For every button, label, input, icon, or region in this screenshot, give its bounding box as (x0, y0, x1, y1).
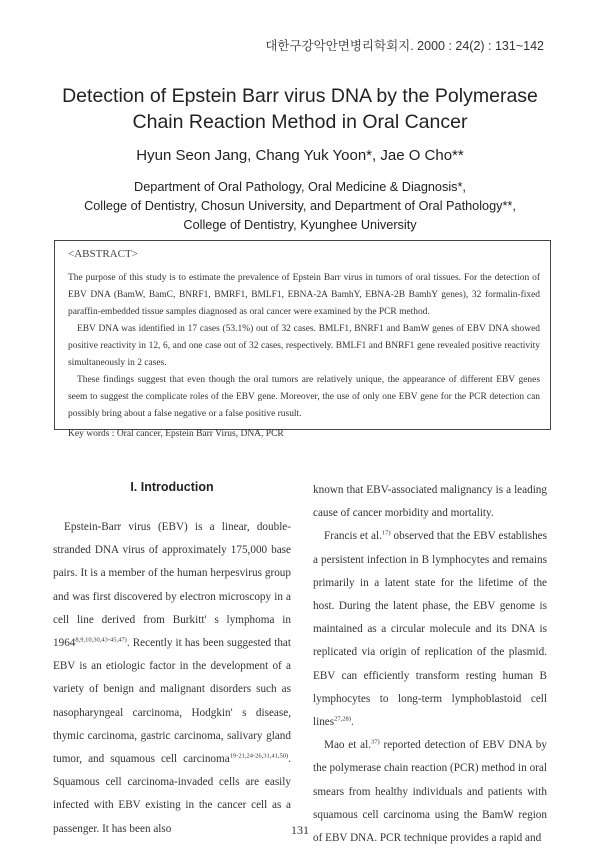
citation: 17) (381, 529, 391, 537)
body-paragraph (313, 525, 547, 734)
abstract-paragraph: EBV DNA was identified in 17 cases (53.1%) out of 32 cases. BMLF1, BNRF1 and BamW genes of EBV DNA showed positive reactivity in 12, 6, and one case out of 32 cases, respectively. BMLF1 and BNRF1 gene revealed positive reactivity simultaneously in 2 cases. (68, 324, 540, 368)
body-text: observed that the EBV establishes a persistent infection in B lymphocytes and remains primarily in a latent state for the lifetime of the host. During the latent phase, the EBV genome is maintained as a circular molecule and its DNA is replicated via origin of replication of the plasmid. EBV can efficiently transform resting human B lymphocytes to long-term lymphoblastoid cell lines (313, 530, 547, 729)
body-text: . Recently it has been suggested that EBV is an etiologic factor in the development of a variety of benign and malignant disorders such as nasopharyngeal carcinoma, Hodgkin' s disease, thymic carcinoma, gastric carcinoma, salivary gland tumor, and squamous cell carcinoma (53, 637, 291, 766)
body-text: Francis et al. (324, 530, 382, 543)
affiliation-line: College of Dentistry, Chosun University, and Department of Oral Pathology**, (84, 199, 516, 213)
body-column-left (53, 516, 291, 841)
citation: 27,28) (334, 715, 351, 723)
body-paragraph (53, 516, 291, 841)
keywords: Key words : Oral cancer, Epstein Barr Virus, DNA, PCR (68, 429, 284, 439)
body-text: . Squamous cell carcinoma-invaded cells are easily infected with EBV existing in the cancer cell as a passenger. It has been also (53, 753, 291, 835)
body-paragraph: known that EBV-associated malignancy is a leading cause of cancer morbidity and mortality. (313, 484, 547, 520)
body-text: . (350, 716, 354, 729)
affiliation-line: College of Dentistry, Kyunghee University (183, 218, 417, 232)
paper-title (40, 83, 560, 135)
abstract-paragraph: The purpose of this study is to estimate the prevalence of Epstein Barr virus in tumors of oral tissues. For the detection of EBV DNA (BamW, BamC, BNRF1, BMRF1, BMLF1, EBNA-2A BamhY, EBNA-2B BamhY genes), 32 formalin-fixed paraffin-embedded tissue samples diagnosed as oral cancer were examined by the PCR method. (68, 273, 540, 317)
title-line-2: Chain Reaction Method in Oral Cancer (132, 111, 468, 133)
title-line-1: Detection of Epstein Barr virus DNA by the Polymerase (62, 85, 538, 107)
page-number: 131 (291, 823, 309, 837)
journal-header: 대한구강악안면병리학회지. 2000 : 24(2) : 131~142 (265, 39, 544, 53)
citation: 8,9,10,30,43-45,47) (75, 636, 127, 644)
citation: 19-21,24-26,31,41,50) (229, 752, 289, 760)
abstract-paragraph: These findings suggest that even though the oral tumors are relatively unique, the appearance of different EBV genes seem to suggest the complicate roles of the EBV gene. Moreover, the use of only one EBV gene for the PCR detection can possibly bring about a false negative or a false positive rusult. (68, 375, 540, 419)
body-text: reported detection of EBV DNA by the polymerase chain reaction (PCR) method in oral smears from healthy individuals and patients with squamous cell carcinoma using the BamW region of EBV DNA. PCR technique provides a rapid and (313, 739, 547, 845)
body-column-right (313, 479, 547, 850)
body-text: Epstein-Barr virus (EBV) is a linear, double-stranded DNA virus of approximately 175,000 base pairs. It is a member of the human herpesvirus group and was first discovered by electron microscopy in a cell line derived from Burkitt' s lymphoma in 1964 (53, 521, 291, 650)
affiliation-line: Department of Oral Pathology, Oral Medicine & Diagnosis*, (134, 180, 466, 194)
authors: Hyun Seon Jang, Chang Yuk Yoon*, Jae O Cho** (136, 147, 464, 164)
body-text: Mao et al. (324, 739, 372, 752)
citation: 37) (371, 738, 380, 746)
affiliations (40, 178, 560, 235)
abstract-box (54, 240, 551, 439)
abstract-heading: <ABSTRACT> (68, 248, 138, 260)
section-heading: I. Introduction (130, 480, 214, 494)
